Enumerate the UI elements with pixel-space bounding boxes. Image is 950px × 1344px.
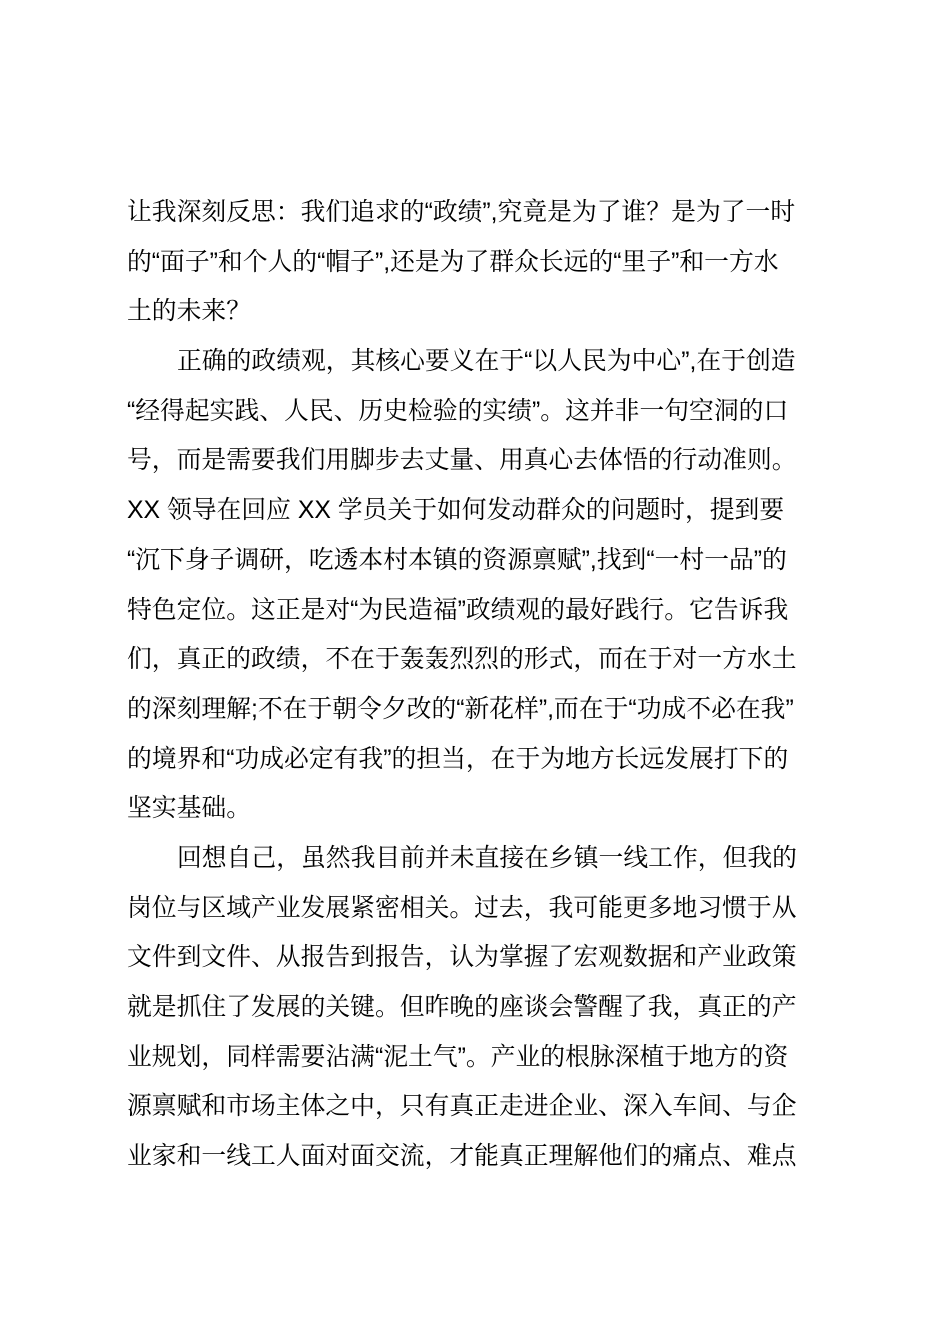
text-line: 就是抓住了发展的关键。但昨晚的座谈会警醒了我，真正的产 — [127, 994, 797, 1021]
document-body — [127, 196, 827, 1190]
text-line: 的深刻理解;不在于朝令夕改的“新花样”,而在于“功成不必在我” — [127, 695, 794, 723]
paragraph — [127, 345, 827, 842]
paragraph — [127, 196, 827, 345]
text-line: 业家和一线工人面对面交流，才能真正理解他们的痛点、难点 — [127, 1143, 797, 1171]
text-line: 源禀赋和市场主体之中，只有真正走进企业、深入车间、与企 — [127, 1093, 797, 1121]
text-line: 文件到文件、从报告到报告，认为掌握了宏观数据和产业政策 — [127, 944, 797, 972]
text-line: 们，真正的政绩，不在于轰轰烈烈的形式，而在于对一方水土 — [127, 646, 797, 674]
text-line: 正确的政绩观，其核心要义在于“以人民为中心”,在于创造 — [177, 348, 796, 376]
text-line: 的“面子”和个人的“帽子”,还是为了群众长远的“里子”和一方水 — [127, 248, 779, 276]
text-line: “沉下身子调研，吃透本村本镇的资源禀赋”,找到“一村一品”的 — [127, 546, 787, 574]
text-line: 业规划，同样需要沾满“泥土气”。产业的根脉深植于地方的资 — [127, 1043, 789, 1071]
text-line: 回想自己，虽然我目前并未直接在乡镇一线工作，但我的 — [177, 844, 797, 872]
text-line: 特色定位。这正是对“为民造福”政绩观的最好践行。它告诉我 — [127, 596, 789, 624]
paragraph — [127, 842, 827, 1190]
text-line: 坚实基础。 — [127, 795, 251, 823]
text-line: 让我深刻反思：我们追求的“政绩”,究竟是为了谁？是为了一时 — [127, 199, 796, 226]
text-line: 土的未来？ — [127, 298, 251, 326]
text-line: 岗位与区域产业发展紧密相关。过去，我可能更多地习惯于从 — [127, 894, 797, 922]
text-line: “经得起实践、人民、历史检验的实绩”。这并非一句空洞的口 — [127, 397, 789, 425]
text-line: 号，而是需要我们用脚步去丈量、用真心去体悟的行动准则。 — [127, 447, 797, 475]
text-line: XX 领导在回应 XX 学员关于如何发动群众的问题时，提到要 — [127, 497, 785, 525]
text-line: 的境界和“功成必定有我”的担当，在于为地方长远发展打下的 — [127, 745, 789, 773]
